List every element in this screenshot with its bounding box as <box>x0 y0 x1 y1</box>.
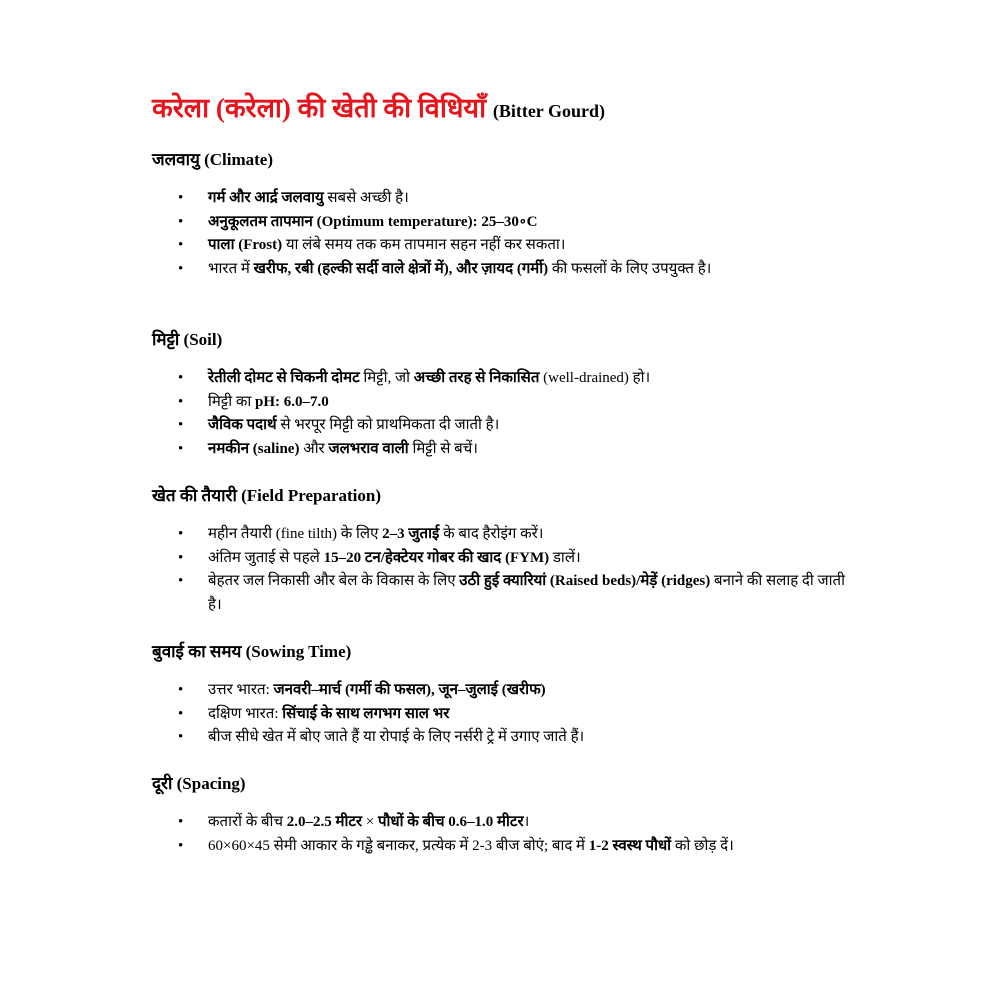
text-run: दक्षिण भारत: <box>208 705 283 722</box>
list-item <box>152 811 848 835</box>
bold-text: जनवरी–मार्च (गर्मी की फसल), जून–जुलाई (खरीफ) <box>273 682 546 698</box>
section-heading: जलवायु (Climate) <box>152 150 274 169</box>
text-run: बनाने की सलाह दी जाती है। <box>208 573 845 613</box>
bold-text: अच्छी तरह से निकासित <box>413 370 540 386</box>
bullet-icon: • <box>178 814 184 830</box>
bullet-icon: • <box>178 526 184 542</box>
text-run: या लंबे समय तक कम तापमान सहन नहीं कर सकता। <box>285 237 566 253</box>
list-item <box>152 211 848 235</box>
section-heading: मिट्टी (Soil) <box>152 330 223 349</box>
bullet-icon: • <box>178 393 184 410</box>
bold-text: पाला <box>208 237 235 253</box>
bold-text: pH: 6.0–7.0 <box>254 393 329 410</box>
list-item <box>152 187 848 211</box>
list-item <box>152 703 848 727</box>
bold-text: पौधों के बीच 0.6–1.0 मीटर <box>378 814 524 830</box>
list-item <box>152 414 848 438</box>
list-item <box>152 438 848 462</box>
text-run: बीज सीधे खेत में बोए जाते हैं या रोपाई के लिए नर्सरी ट्रे में उगाए जाते हैं। <box>208 729 585 745</box>
bullet-icon: • <box>178 213 184 230</box>
text-run: महीन तैयारी (fine tilth) के लिए <box>208 526 383 542</box>
bold-text: (Frost) <box>234 237 286 253</box>
bold-text: नमकीन <box>208 440 250 457</box>
list-item <box>152 835 848 859</box>
text-run: मिट्टी का <box>208 393 255 410</box>
bold-text: 2–3 जुताई <box>382 526 440 542</box>
bold-text: 1-2 स्वस्थ पौधों <box>588 837 672 854</box>
section-field-preparation <box>152 484 852 617</box>
bold-text: उठी हुई क्यारियां (Raised beds)/मेड़ें (ridges) <box>459 573 711 589</box>
bold-text: (saline) <box>249 440 304 457</box>
bold-text: जलभराव वाली <box>328 440 409 457</box>
section-sowing-time <box>152 640 852 750</box>
text-run: कतारों के बीच <box>208 814 287 830</box>
list-item <box>152 726 848 750</box>
text-run: भारत में <box>208 260 254 277</box>
bold-text: जैविक पदार्थ <box>208 417 277 433</box>
text-run: मिट्टी से बचें। <box>408 440 478 457</box>
bullet-icon: • <box>178 549 184 566</box>
section-heading: दूरी (Spacing) <box>152 774 246 793</box>
section-heading: बुवाई का समय (Sowing Time) <box>152 642 352 661</box>
bold-text: रेतीली दोमट से चिकनी दोमट <box>208 370 360 386</box>
list-item <box>152 570 848 617</box>
text-run: से भरपूर मिट्टी को प्राथमिकता दी जाती है। <box>276 417 500 433</box>
text-run: उत्तर भारत: <box>208 682 274 698</box>
list-item <box>152 547 848 571</box>
list-item <box>152 234 848 258</box>
text-run: और <box>303 440 329 457</box>
bullet-icon: • <box>178 260 184 277</box>
text-run: 60×60×45 सेमी आकार के गड्ढे बनाकर, प्रत्येक में 2-3 बीज बोएं; बाद में <box>208 837 589 854</box>
text-run: के बाद हैरोइंग करें। <box>439 526 544 542</box>
bullet-list <box>152 811 852 858</box>
list-item <box>152 367 848 391</box>
bold-text: (FYM) <box>505 549 550 566</box>
bullet-list <box>152 523 852 617</box>
bullet-list <box>152 679 852 750</box>
bold-text: सिंचाई के साथ लगभग साल भर <box>282 705 450 722</box>
title-hindi: करेला (करेला) की खेती की विधियाँ <box>152 93 487 123</box>
section-heading: खेत की तैयारी (Field Preparation) <box>152 486 382 505</box>
text-run: × <box>362 814 379 830</box>
text-run: को छोड़ दें। <box>671 837 734 854</box>
bold-text: (Optimum temperature): 25–30∘C <box>316 213 538 230</box>
bullet-list <box>152 367 852 461</box>
text-run: की फसलों के लिए उपयुक्त है। <box>548 260 712 277</box>
section-spacing <box>152 772 852 858</box>
text-run: मिट्टी, जो <box>359 370 414 386</box>
bullet-icon: • <box>178 705 184 722</box>
bullet-icon: • <box>178 729 184 745</box>
title-english: (Bitter Gourd) <box>492 101 605 121</box>
bullet-icon: • <box>178 837 184 854</box>
bold-text: 2.0–2.5 मीटर <box>286 814 363 830</box>
text-run: डालें। <box>549 549 581 566</box>
page-title <box>152 88 605 131</box>
list-item <box>152 523 848 547</box>
bullet-list <box>152 187 852 281</box>
bullet-icon: • <box>178 440 184 457</box>
text-run: अंतिम जुताई से पहले <box>208 549 324 566</box>
list-item <box>152 679 848 703</box>
bold-text: अनुकूलतम तापमान <box>208 213 313 230</box>
text-run: सबसे अच्छी है। <box>323 190 409 206</box>
bold-text: खरीफ, रबी (हल्की सर्दी वाले क्षेत्रों में), और ज़ायद (गर्मी) <box>253 260 549 277</box>
section-soil <box>152 328 852 461</box>
bold-text: गर्म और आर्द्र जलवायु <box>208 190 324 206</box>
section-climate <box>152 148 852 281</box>
bullet-icon: • <box>178 237 184 253</box>
bullet-icon: • <box>178 573 184 589</box>
text-run: । <box>523 814 530 830</box>
bullet-icon: • <box>178 682 184 698</box>
list-item <box>152 391 848 415</box>
bullet-icon: • <box>178 417 184 433</box>
text-run: बेहतर जल निकासी और बेल के विकास के लिए <box>208 573 460 589</box>
bullet-icon: • <box>178 190 184 206</box>
text-run: (well-drained) हो। <box>539 370 651 386</box>
bold-text: 15–20 टन/हेक्टेयर गोबर की खाद <box>323 549 502 566</box>
list-item <box>152 258 848 282</box>
bullet-icon: • <box>178 370 184 386</box>
